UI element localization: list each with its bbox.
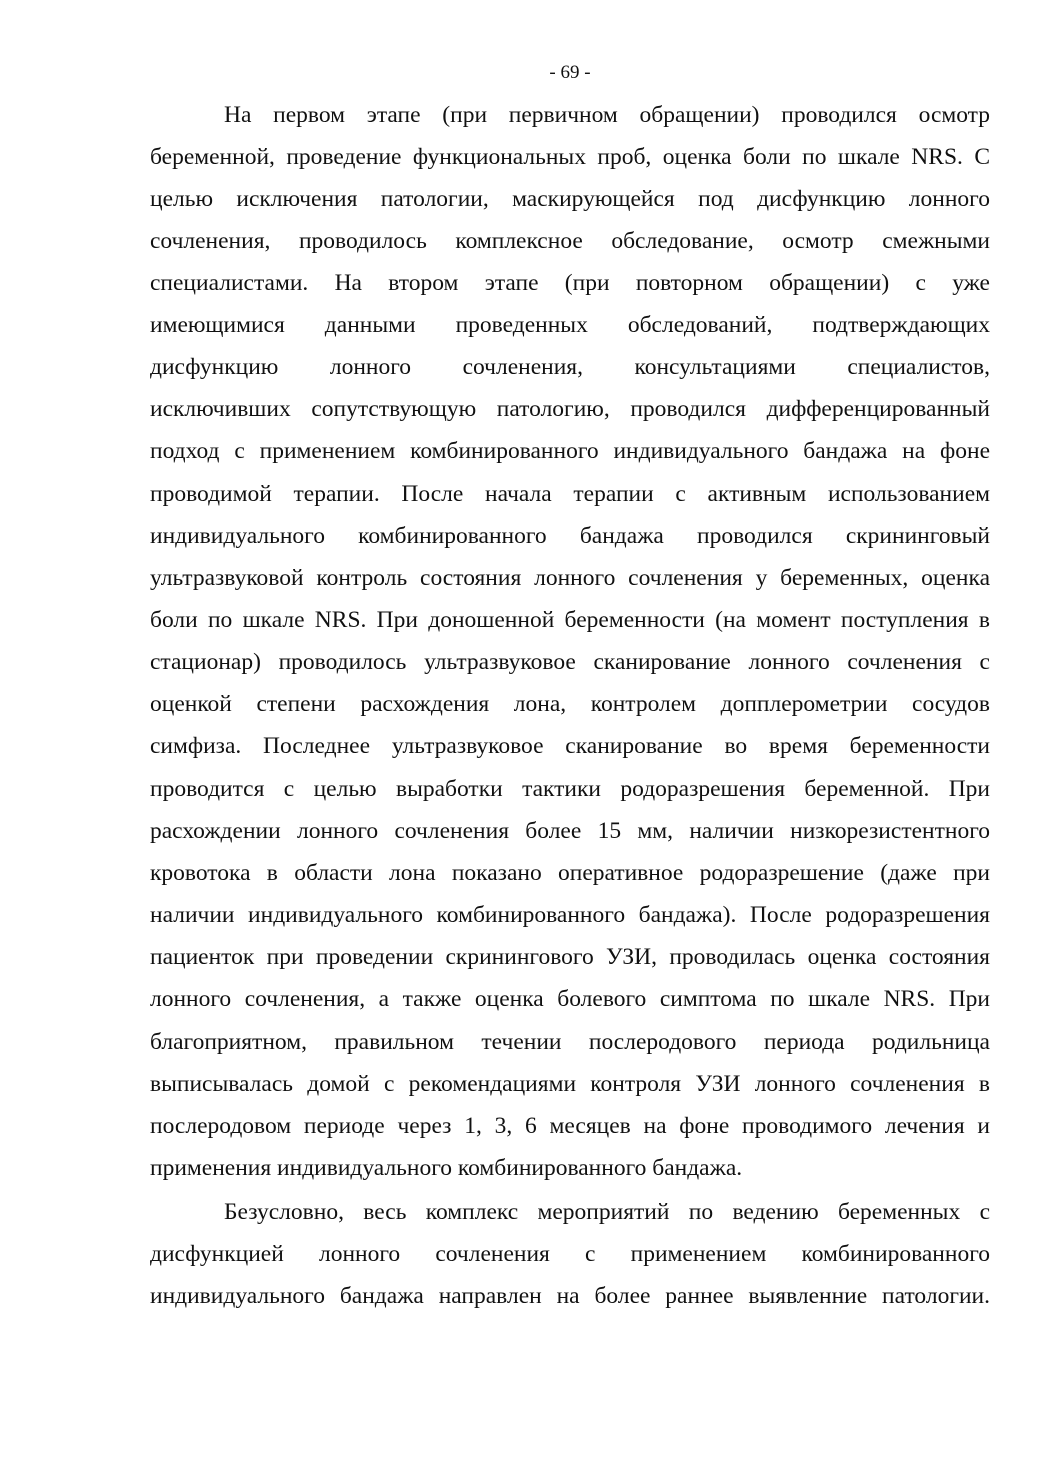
text-line: беременной, проведение функциональных проб, оценка боли по шкале NRS. С bbox=[150, 144, 990, 170]
text-line: дисфункцией лонного сочленения с применением комбинированного bbox=[150, 1241, 990, 1267]
text-line: подход с применением комбинированного индивидуального бандажа на фоне bbox=[150, 438, 990, 464]
text-line: Безусловно, весь комплекс мероприятий по ведению беременных с bbox=[224, 1199, 990, 1225]
text-line: стационар) проводилось ультразвуковое сканирование лонного сочленения с bbox=[150, 649, 990, 675]
text-line: целью исключения патологии, маскирующейся под дисфункцию лонного bbox=[150, 186, 990, 212]
text-line: оценкой степени расхождения лона, контролем допплерометрии сосудов bbox=[150, 691, 990, 717]
text-line: проводится с целью выработки тактики родоразрешения беременной. При bbox=[150, 776, 990, 802]
text-line: симфиза. Последнее ультразвуковое сканирование во время беременности bbox=[150, 733, 990, 759]
text-line: наличии индивидуального комбинированного бандажа). После родоразрешения bbox=[150, 902, 990, 928]
text-line: применения индивидуального комбинированного бандажа. bbox=[150, 1155, 743, 1181]
page-number: - 69 - bbox=[549, 62, 591, 83]
text-line: индивидуального комбинированного бандажа проводился скрининговый bbox=[150, 523, 990, 549]
text-line: пациенток при проведении скринингового УЗИ, проводилась оценка состояния bbox=[150, 944, 990, 970]
text-line: выписывалась домой с рекомендациями контроля УЗИ лонного сочленения в bbox=[150, 1071, 990, 1097]
text-line: благоприятном, правильном течении послеродового периода родильница bbox=[150, 1029, 990, 1055]
text-line: исключивших сопутствующую патологию, проводился дифференцированный bbox=[150, 396, 990, 422]
text-line: дисфункцию лонного сочленения, консультациями специалистов, bbox=[150, 354, 990, 380]
text-line: ультразвуковой контроль состояния лонного сочленения у беременных, оценка bbox=[150, 565, 990, 591]
text-line: расхождении лонного сочленения более 15 мм, наличии низкорезистентного bbox=[150, 818, 990, 844]
text-line: послеродовом периоде через 1, 3, 6 месяцев на фоне проводимого лечения и bbox=[150, 1113, 990, 1139]
text-line: сочленения, проводилось комплексное обследование, осмотр смежными bbox=[150, 228, 990, 254]
text-line: лонного сочленения, а также оценка болевого симптома по шкале NRS. При bbox=[150, 986, 990, 1012]
text-line: кровотока в области лона показано оперативное родоразрешение (даже при bbox=[150, 860, 990, 886]
text-line: имеющимися данными проведенных обследований, подтверждающих bbox=[150, 312, 990, 338]
text-line: специалистами. На втором этапе (при повторном обращении) с уже bbox=[150, 270, 990, 296]
text-line: На первом этапе (при первичном обращении) проводился осмотр bbox=[224, 102, 990, 128]
text-line: проводимой терапии. После начала терапии с активным использованием bbox=[150, 481, 990, 507]
text-line: боли по шкале NRS. При доношенной беременности (на момент поступления в bbox=[150, 607, 990, 633]
text-line: индивидуального бандажа направлен на более раннее выявленние патологии. bbox=[150, 1283, 990, 1309]
